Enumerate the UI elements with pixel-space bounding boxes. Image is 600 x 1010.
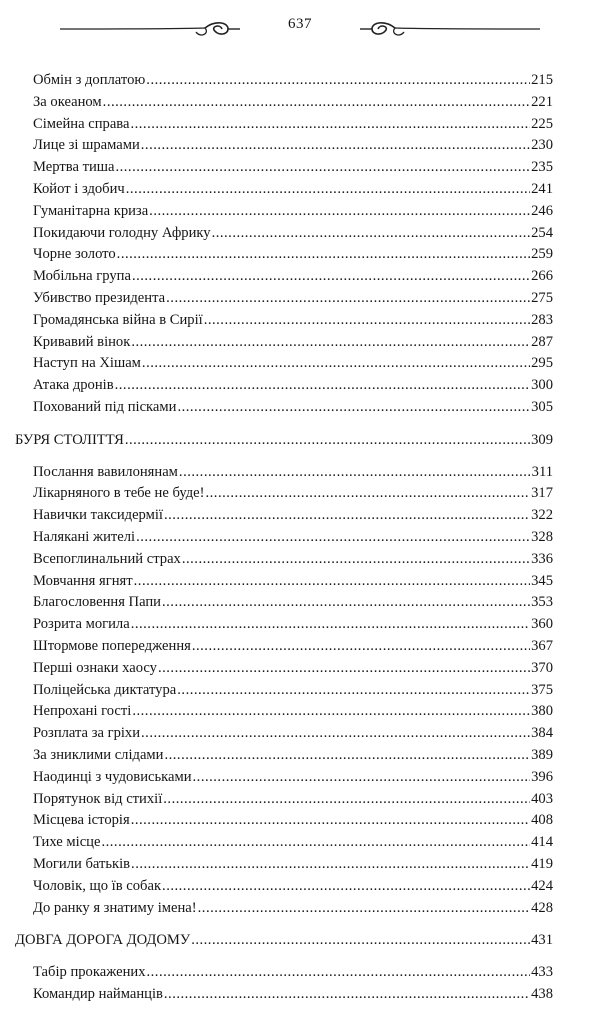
toc-entry-title: Непрохані гості [33,703,132,720]
toc-entry-title: Атака дронів [33,377,114,394]
dot-leader [141,723,530,743]
toc-entry-page: 353 [531,594,553,611]
toc-entry-page: 408 [531,812,553,829]
toc-entry-page: 431 [531,932,553,949]
toc-entry-page: 215 [531,72,553,88]
toc-entry [33,767,553,787]
dot-leader [162,876,530,896]
toc-entry-page: 433 [531,964,553,981]
dot-leader [131,614,530,634]
toc-entry-title: Всепоглинальний страх [33,550,181,567]
toc-entry-title: Чорне золото [33,246,116,263]
toc-entry-page: 283 [531,311,553,328]
toc-entry-title: Місцева історія [33,812,130,829]
toc-entry-title: Командир найманців [33,986,163,1002]
toc-entry-title: Благословення Папи [33,594,161,611]
toc-entry-title: Лице зі шрамами [33,137,140,154]
toc-entry-page: 241 [531,181,553,197]
toc-entry-page: 396 [531,768,553,785]
dot-leader [115,157,530,177]
toc-entry-page: 317 [531,485,553,502]
toc-entry-title: БУРЯ СТОЛІТТЯ [15,431,124,448]
toc-entry-title: За зниклими слідами [33,747,164,763]
toc-entry-title: Наступ на Хішам [33,355,141,372]
dot-leader [103,92,530,112]
dot-leader [177,680,530,700]
toc-entry-page: 235 [531,159,553,176]
dot-leader [163,789,530,809]
dot-leader [134,571,530,591]
page-header [0,0,600,60]
toc-entry [33,483,553,503]
toc-entry-page: 309 [531,431,553,448]
toc-entry-title: Койот і здобич [33,181,125,197]
toc-entry [33,592,553,612]
toc-entry-page: 419 [531,856,553,872]
dot-leader [132,701,530,721]
toc-entry-title: Розплата за гріхи [33,725,141,742]
toc-entry [33,898,553,918]
dot-leader [192,636,530,656]
toc-entry [33,92,553,112]
toc-entry [33,680,553,700]
toc-entry-title: Послання вавилонянам [33,463,178,480]
dot-leader [131,332,530,352]
dot-leader [131,854,530,874]
toc-entry-page: 305 [531,399,553,415]
dot-leader [117,244,530,264]
toc-entry-title: Перші ознаки хаосу [33,659,157,676]
dot-leader [162,592,530,612]
dot-leader [179,462,531,482]
dot-leader [126,179,530,199]
dot-leader [141,135,530,155]
toc-entry-title: Кривавий вінок [33,333,131,350]
toc-entry [33,157,553,177]
dot-leader [130,114,530,134]
toc-entry-page: 221 [531,93,553,110]
toc-entry-page: 367 [531,638,553,654]
toc-entry-title: Убивство президента [33,290,166,306]
toc-entry [33,527,553,547]
toc-entry-page: 328 [531,529,553,545]
toc-entry-title: Поліцейська диктатура [33,681,177,698]
toc-entry-page: 275 [531,290,553,306]
toc-entry [33,397,553,417]
dot-leader [131,810,530,830]
toc-entry-title: Навички таксидермії [33,507,163,524]
toc-entry-title: Лікарняного в тебе не буде! [33,485,205,502]
toc-entry-page: 287 [531,333,553,350]
toc-entry-page: 225 [531,115,553,132]
dot-leader [212,223,531,243]
toc-entry [33,244,553,264]
page-number: 637 [288,16,312,32]
dot-leader [125,430,530,450]
toc-entry-page: 322 [531,507,553,524]
toc-entry-page: 389 [531,747,553,763]
dot-leader [206,483,531,503]
dot-leader [198,898,530,918]
dot-leader [132,266,530,286]
toc-entry-page: 266 [531,268,553,285]
toc-entry [33,375,553,395]
dot-leader [182,549,530,569]
toc-entry [33,876,553,896]
toc-entry [33,810,553,830]
dot-leader [149,201,530,221]
dot-leader [204,310,530,330]
toc-entry-title: Похований під пісками [33,399,177,415]
toc-entry-page: 424 [531,877,553,894]
toc-part-heading [15,430,553,450]
toc-entry-page: 380 [531,703,553,720]
toc-entry-title: До ранку я знатиму імена! [33,899,197,916]
toc-entry [33,636,553,656]
toc-entry-title: Мовчання ягнят [33,572,133,589]
dot-leader [177,397,530,417]
toc-entry-title: За океаном [33,93,102,110]
toc-entry [33,984,553,1004]
toc-entry-title: Тихе місце [33,834,101,851]
dot-leader [136,527,530,547]
toc-entry [33,114,553,134]
dot-leader [142,353,530,373]
toc-entry-title: Сімейна справа [33,115,130,132]
dot-leader [164,505,530,525]
toc-entry-title: Штормове попередження [33,638,191,654]
dot-leader [147,962,531,982]
toc-entry-page: 246 [531,202,553,219]
toc-entry [33,462,553,482]
toc-entry [33,179,553,199]
dot-leader [193,767,531,787]
toc-entry-title: Наодинці з чудовиськами [33,768,192,785]
toc-entry [33,332,553,352]
toc-entry-page: 259 [531,246,553,263]
toc-entry-title: Налякані жителі [33,529,136,545]
toc-entry [33,745,553,765]
toc-entry-title: Табір прокажених [33,964,146,981]
dot-leader [115,375,530,395]
toc-entry [33,571,553,591]
dot-leader [164,745,530,765]
toc-entry [33,266,553,286]
toc-entry-title: ДОВГА ДОРОГА ДОДОМУ [15,932,191,949]
toc-part-heading [15,930,553,950]
toc-entry-page: 428 [531,899,553,916]
toc-entry [33,310,553,330]
toc-entry [33,854,553,874]
toc-entry [33,288,553,308]
toc-entry [33,723,553,743]
toc-entry-title: Мобільна група [33,268,131,285]
dot-leader [164,984,530,1004]
toc-entry [33,658,553,678]
toc-entry [33,70,553,90]
toc-entry [33,789,553,809]
toc-entry-title: Гуманітарна криза [33,202,149,219]
toc-entry-page: 295 [531,355,553,372]
toc-entry-page: 345 [531,572,553,589]
toc-entry [33,549,553,569]
dot-leader [146,70,530,90]
toc-entry-page: 311 [531,463,553,480]
toc-entry-page: 254 [531,224,553,241]
dot-leader [166,288,530,308]
dot-leader [101,832,530,852]
toc-entry [33,135,553,155]
toc-entry [33,505,553,525]
toc-entry [33,614,553,634]
toc-entry-title: Розрита могила [33,616,130,633]
toc-entry-page: 414 [531,834,553,851]
toc-entry-title: Чоловік, що їв собак [33,877,162,894]
toc-entry-page: 230 [531,137,553,154]
toc-entry-title: Громадянська війна в Сирії [33,311,203,328]
toc-entry-page: 375 [531,681,553,698]
toc-entry [33,201,553,221]
toc-entry [33,223,553,243]
toc-entry [33,353,553,373]
dot-leader [158,658,530,678]
toc-entry-title: Обмін з доплатою [33,72,146,88]
toc-entry-title: Покидаючи голодну Африку [33,224,211,241]
toc-entry-page: 370 [531,659,553,676]
dot-leader [191,930,530,950]
toc-entry [33,962,553,982]
toc-entry-title: Могили батьків [33,856,131,872]
toc-entry-page: 403 [531,790,553,807]
toc-entry [33,701,553,721]
toc-entry-title: Мертва тиша [33,159,115,176]
toc-entry-page: 384 [531,725,553,742]
toc-entry-page: 360 [531,616,553,633]
toc-entry-page: 438 [531,986,553,1002]
toc-entry-title: Порятунок від стихії [33,790,163,807]
toc-entry-page: 300 [531,377,553,394]
toc-entry [33,832,553,852]
toc-entry-page: 336 [531,550,553,567]
